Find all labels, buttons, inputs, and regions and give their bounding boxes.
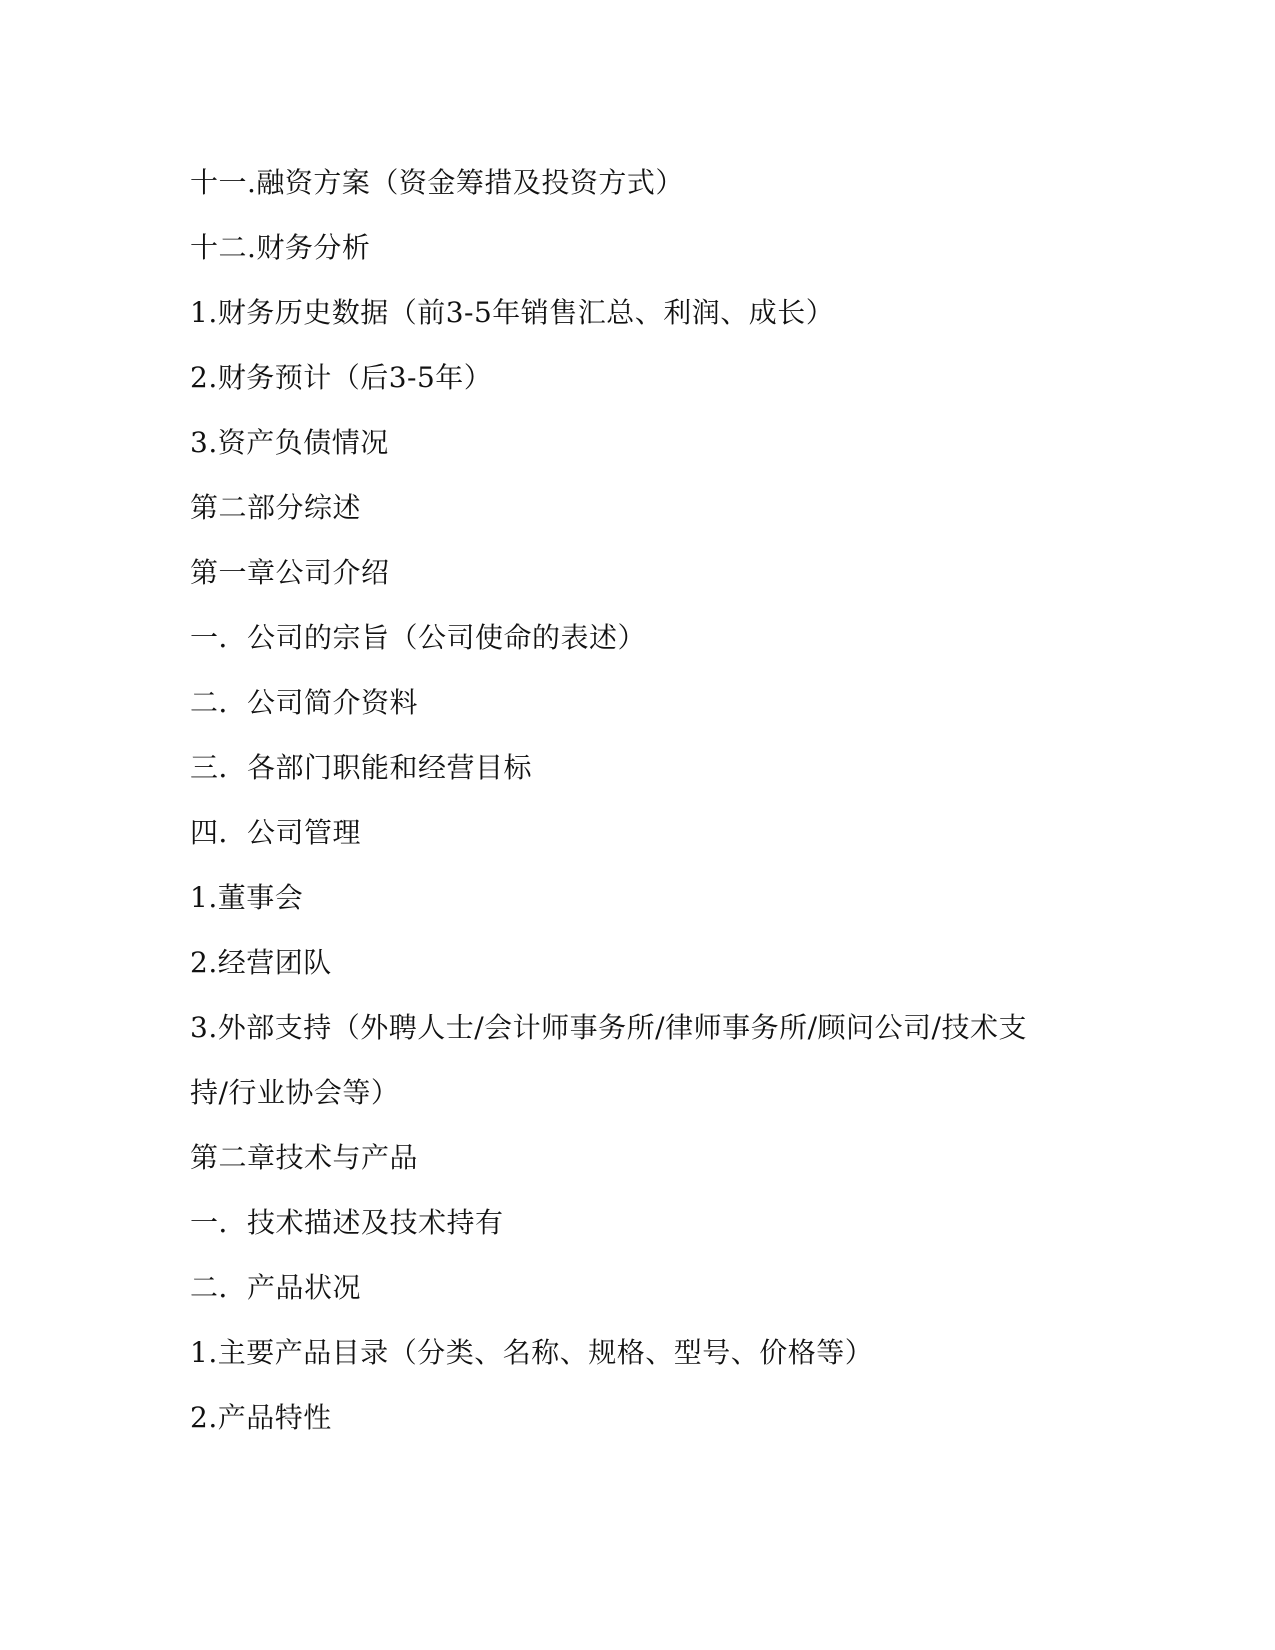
list-item: 1.主要产品目录（分类、名称、规格、型号、价格等） bbox=[190, 1336, 874, 1369]
section-heading: 四．公司管理 bbox=[190, 816, 362, 849]
section-heading-financing-plan: 十一.融资方案（资金筹措及投资方式） bbox=[190, 166, 684, 199]
section-heading: 三．各部门职能和经营目标 bbox=[190, 751, 533, 784]
list-item: 2.产品特性 bbox=[190, 1401, 332, 1434]
list-item: 1.董事会 bbox=[190, 881, 304, 914]
part-heading-overview: 第二部分综述 bbox=[190, 491, 362, 524]
document-body bbox=[190, 150, 1070, 1450]
list-item-continuation: 持/行业协会等） bbox=[190, 1076, 400, 1109]
section-heading: 二．产品状况 bbox=[190, 1271, 362, 1304]
section-heading-financial-analysis: 十二.财务分析 bbox=[190, 231, 371, 264]
chapter-heading-company-intro: 第一章公司介绍 bbox=[190, 556, 390, 589]
list-item: 2.经营团队 bbox=[190, 946, 332, 979]
chapter-heading-tech-products: 第二章技术与产品 bbox=[190, 1141, 419, 1174]
section-heading: 二．公司简介资料 bbox=[190, 686, 419, 719]
section-heading: 一．公司的宗旨（公司使命的表述） bbox=[190, 621, 647, 654]
list-item: 3.外部支持（外聘人士/会计师事务所/律师事务所/顾问公司/技术支 bbox=[190, 1011, 1027, 1044]
list-item: 2.财务预计（后3-5年） bbox=[190, 361, 493, 394]
list-item: 1.财务历史数据（前3-5年销售汇总、利润、成长） bbox=[190, 296, 835, 329]
list-item: 3.资产负债情况 bbox=[190, 426, 389, 459]
section-heading: 一．技术描述及技术持有 bbox=[190, 1206, 504, 1239]
